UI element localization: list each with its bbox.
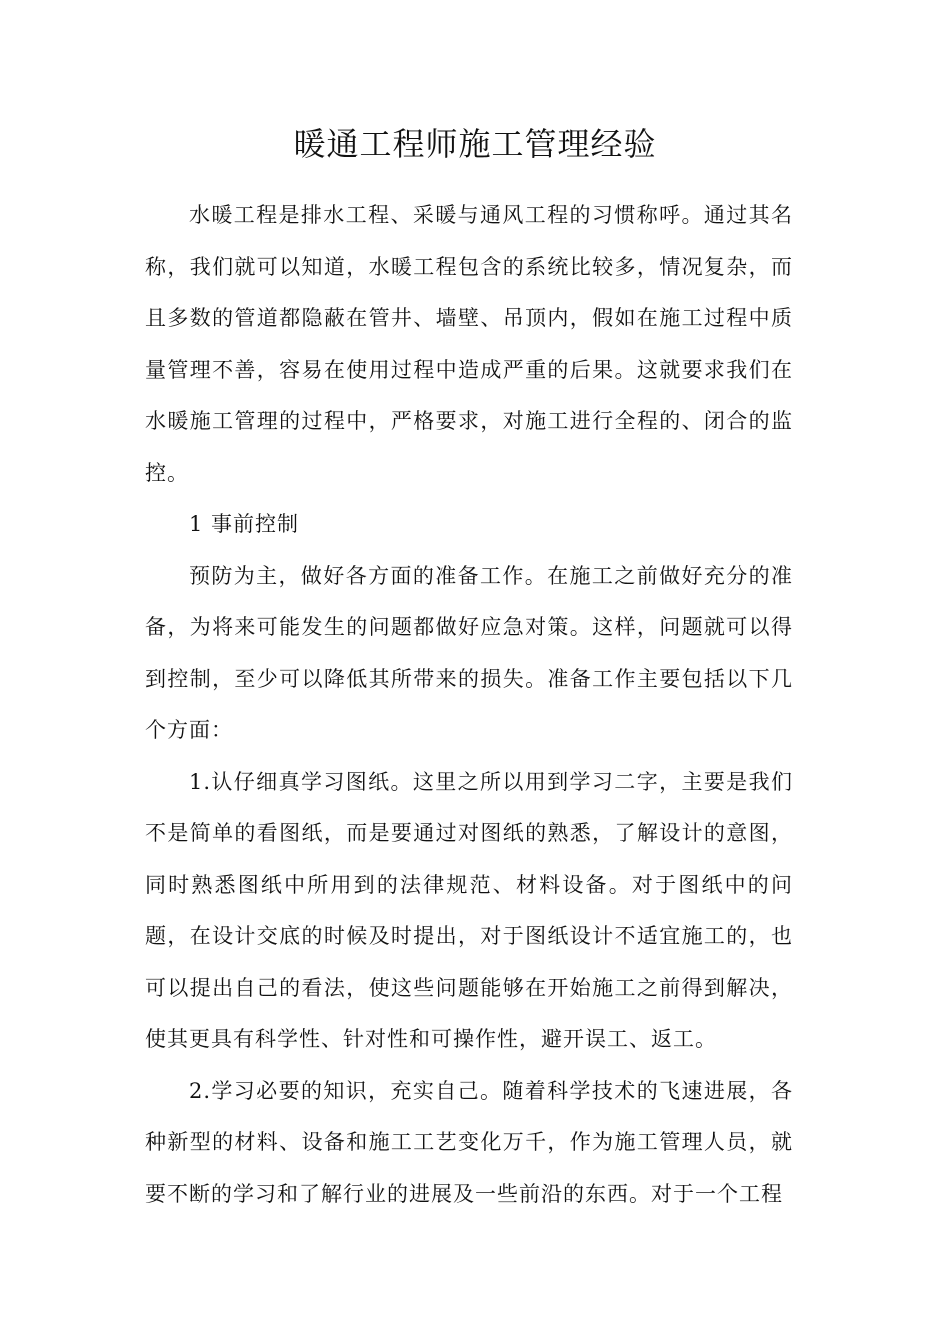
document-body [145,190,793,1220]
section-heading-pre-control: 1 事前控制 [189,512,300,536]
paragraph-item-2-knowledge: 2.学习必要的知识，充实自己。随着科学技术的飞速进展，各种新型的材料、设备和施工工艺变化万千，作为施工管理人员，就要不断的学习和了解行业的进展及一些前沿的东西。对于一个工程 [145,1078,793,1206]
document-title: 暖通工程师施工管理经验 [293,125,657,163]
paragraph-item-1-drawings: 1.认仔细真学习图纸。这里之所以用到学习二字，主要是我们不是简单的看图纸，而是要通过对图纸的熟悉，了解设计的意图，同时熟悉图纸中所用到的法律规范、材料设备。对于图纸中的问题，在设计交底的时候及时提出，对于图纸设计不适宜施工的，也可以提出自己的看法，使这些问题能够在开始施工之前得到解决，使其更具有科学性、针对性和可操作性，避开误工、返工。 [145,769,793,1051]
paragraph-intro: 水暖工程是排水工程、采暖与通风工程的习惯称呼。通过其名称，我们就可以知道，水暖工程包含的系统比较多，情况复杂，而且多数的管道都隐蔽在管井、墙壁、吊顶内，假如在施工过程中质量管理不善，容易在使用过程中造成严重的后果。这就要求我们在水暖施工管理的过程中，严格要求，对施工进行全程的、闭合的监控。 [145,203,793,485]
paragraph-prevention: 预防为主，做好各方面的准备工作。在施工之前做好充分的准备，为将来可能发生的问题都做好应急对策。这样，问题就可以得到控制，至少可以降低其所带来的损失。准备工作主要包括以下几个方面： [145,563,793,742]
